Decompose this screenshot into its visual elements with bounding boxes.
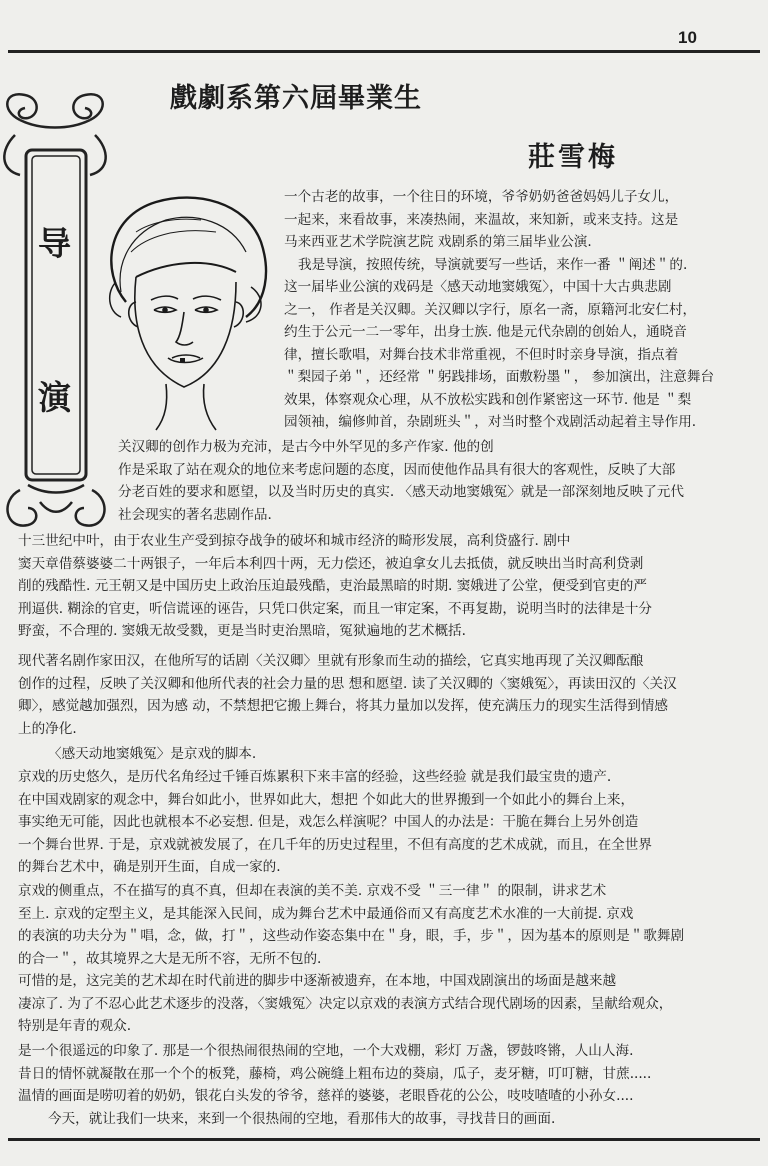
- author-portrait: [96, 192, 274, 432]
- paragraph-closing: 今天，就让我们一块来，来到一个很热闹的空地，看那伟大的故事，寻找昔日的画面.: [48, 1111, 556, 1127]
- paragraph-decline: 可惜的是，这完美的艺术却在时代前进的脚步中逐渐被遗弃，在本地，中国戏剧演出的场面是越来越 凄凉了. 为了不忍心此艺术逐步的没落，〈窦娥冤〉决定以京戏的表演方式结合现代剧场的因素，呈献给观众， 特别是年青的观众.: [18, 973, 673, 1034]
- paragraph-creativity: 关汉卿的创作力极为充沛，是古今中外罕见的多产作家. 他的创 作是采取了站在观众的地位来考虑问题的态度，因而使他作品具有很大的客观性，反映了大部 分老百姓的要求和愿望，以及当时历史的真实. 〈感天动地窦娥冤〉就是一部深刻地反映了元代 社会现实的著名悲剧作品.: [118, 439, 684, 523]
- paragraph-intro: 一个古老的故事，一个往日的环境，爷爷奶奶爸爸妈妈儿子女儿， 一起来，来看故事，来凑热闹，来温故，来知新，或来支持。这是 马来西亚艺术学院演艺院 戏剧系的第三届毕业公演.: [284, 189, 679, 250]
- top-rule: [8, 50, 760, 53]
- paragraph-jingxi: 京戏的历史悠久，是历代名角经过千锤百炼累积下来丰富的经验，这些经验 就是我们最宝贵的遗产. 在中国戏剧家的观念中，舞台如此小，世界如此大，想把 个如此大的世界搬到一个如此小的舞台上来， 事实绝无可能，因此也就根本不必妄想. 但是，戏怎么样演呢？中国人的办法是：干脆在舞台上另外创造 一个舞台世界. 于是，京戏就被发展了，在几千年的历史过程里，不但有高度的艺术成就，而且，在全世界 的舞台艺术中，确是别开生面，自成一家的.: [18, 769, 652, 875]
- paragraph-focus: 京戏的侧重点，不在描写的真不真，但却在表演的美不美. 京戏不受 ＂三一律＂ 的限制，讲求艺术 至上. 京戏的定型主义，是其能深入民间，成为舞台艺术中最通俗而又有高度艺术水准的一大前提. 京戏 的表演的功夫分为＂唱，念，做，打＂，这些动作姿态集中在＂身，眼，手，步＂，因为基本的原则是＂歌舞剧 的合一＂，故其境界之大是无所不容，无所不包的.: [18, 883, 685, 967]
- paragraph-play-intro: 这一届毕业公演的戏码是〈感天动地窦娥冤〉，中国十大古典悲剧 之一， 作者是关汉卿。关汉卿以字行，原名一斋，原籍河北安仁村， 约生于公元一二一零年，出身士族. 他是元代杂剧的创始人，通晓音 律，擅长歌唱，对舞台技术非常重视，不但时时亲身导演，指点着 ＂梨园子弟＂，还经常 ＂躬践排场，面敷粉墨＂， 参加演出，注意舞台 效果，体察观众心理，从不放松实践和创作紧密这一环节. 他是 ＂梨 园领袖，编修帅首，杂剧班头＂，对当时整个戏剧活动起着主导作用.: [284, 279, 715, 430]
- page-title: 戲劇系第六屆畢業生: [170, 83, 422, 114]
- paragraph-memory: 是一个很遥远的印象了. 那是一个很热闹很热闹的空地，一个大戏棚，彩灯 万盏，锣鼓咚锵，人山人海. 昔日的情怀就凝散在那一个个的板凳，藤椅，鸡公碗缝上粗布边的葵扇，瓜子，麦牙糖，叮叮糖，甘蔗..... 温情的画面是唠叨着的奶奶，银花白头发的爷爷，慈祥的婆婆，老眼昏花的公公，吱吱喳喳的小孙女....: [18, 1043, 652, 1104]
- paragraph-history: 十三世纪中叶，由于农业生产受到掠夺战争的破坏和城市经济的畸形发展，高利贷盛行. 剧中 窦天章借蔡婆婆二十两银子，一年后本利四十两，无力偿还，被迫拿女儿去抵债，就反映出当时高利贷剥 削的残酷性. 元王朝又是中国历史上政治压迫最残酷，吏治最黑暗的时期. 窦娥进了公堂，便受到官吏的严 刑逼供. 糊涂的官吏，听信谎诬的诬告，只凭口供定案，而且一审定案，不再复勘，说明当时的法律是十分 野蛮，不合理的. 窦娥无故受戮，更是当时吏治黑暗，冤狱遍地的艺术概括.: [18, 533, 652, 639]
- portrait-drawing-icon: [96, 192, 274, 432]
- paragraph-tianhan: 现代著名剧作家田汉，在他所写的话剧〈关汉卿〉里就有形象而生动的描绘，它真实地再现了关汉卿酝酿 创作的过程，反映了关汉卿和他所代表的社会力量的思 想和愿望. 读了关汉卿的〈窦娥冤〉，再读田汉的〈关汉 卿〉，感觉越加强烈，因为感 动，不禁想把它搬上舞台，将其力量加以发挥，使充满压力的现实生活得到情感 上的净化.: [18, 653, 677, 737]
- author-name: 莊雪梅: [528, 142, 618, 173]
- banner-char-dao: 导: [38, 224, 71, 263]
- paragraph-script: 〈感天动地窦娥冤〉是京戏的脚本.: [48, 746, 257, 762]
- paragraph-director: 我是导演，按照传统，导演就要写一些话，来作一番 ＂阐述＂的.: [298, 257, 688, 273]
- banner-char-yan: 演: [38, 378, 71, 417]
- page-number: 10: [678, 28, 697, 47]
- bottom-rule: [8, 1138, 760, 1141]
